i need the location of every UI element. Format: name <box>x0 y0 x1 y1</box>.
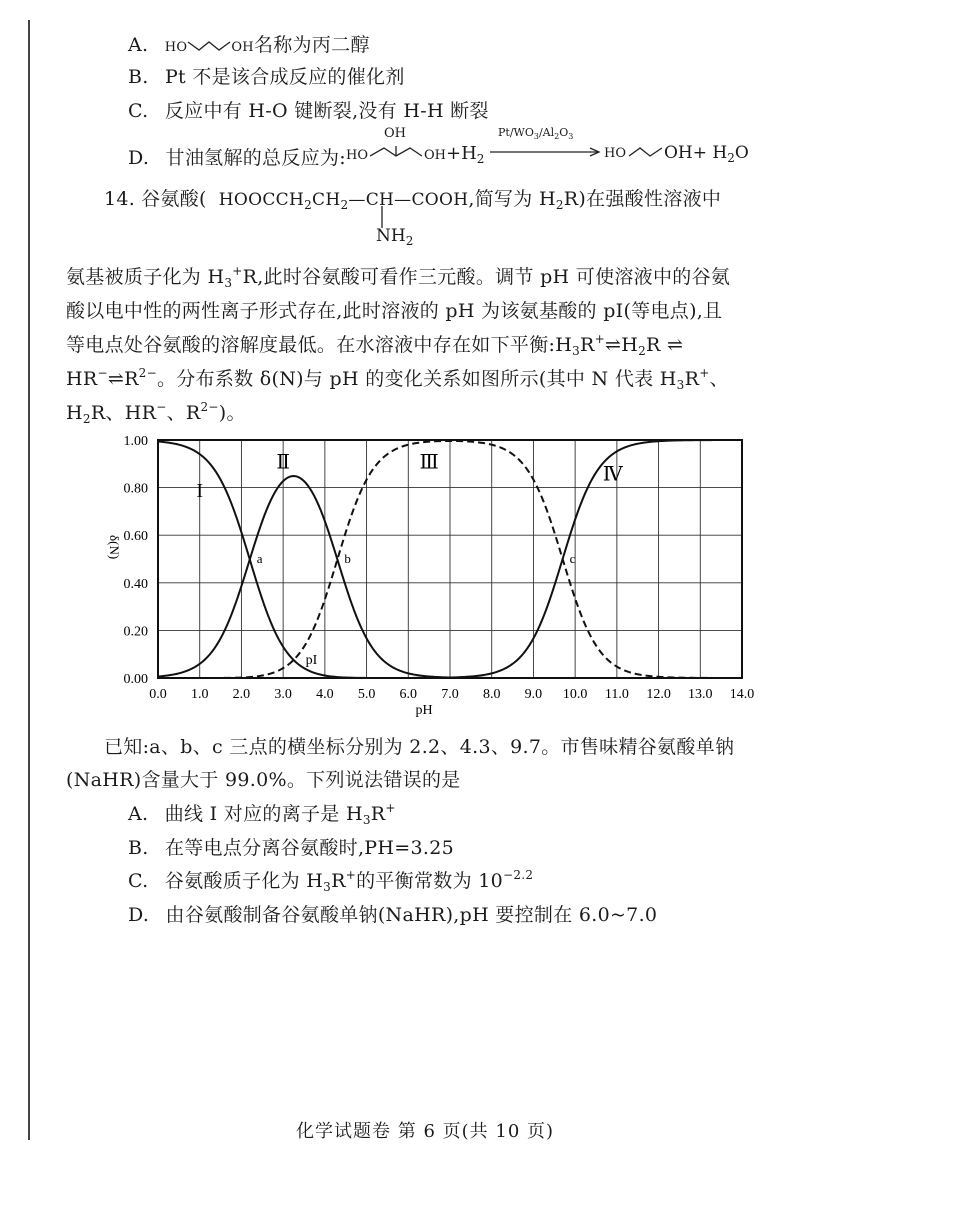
y-tick-label: 0.60 <box>123 529 148 545</box>
question-14-title: 14. 谷氨酸( $HOOCCH_2CH_2—CH—COOH$,简写为 $H_2R$)在强酸性溶液中 <box>104 188 722 212</box>
page-footer: 化学试题卷 第 6 页(共 10 页) <box>296 1121 555 1142</box>
pI-annotation: pI <box>305 653 318 669</box>
curve-label: I <box>196 480 204 503</box>
x-tick-label: 1.0 <box>190 687 209 702</box>
x-tick-label: 13.0 <box>688 687 713 702</box>
q14-paragraph-line-3: 等电点处谷氨酸的溶解度最低。在水溶液中存在如下平衡$:H_3R^+\rightleftharpoons H_2R$ ⇌ <box>66 332 684 358</box>
intersection-label: c <box>569 551 576 566</box>
intersection-label: a <box>256 551 263 566</box>
q14-known-line-1: 已知:a、b、c 三点的横坐标分别为 2.2、4.3、9.7。市售味精谷氨酸单钠 <box>104 736 735 758</box>
q14-known-line-2: (NaHR)含量大于 99.0%。下列说法错误的是 <box>66 769 461 791</box>
x-tick-label: 6.0 <box>399 687 418 702</box>
q14-paragraph-line-1: 氨基被质子化为 $H_3^+R$,此时谷氨酸可看作三元酸。调节 pH 可使溶液中的谷氨 <box>66 264 731 290</box>
y-tick-label: 0.80 <box>123 481 148 497</box>
x-tick-label: 11.0 <box>604 687 629 702</box>
curve-label: Ⅱ <box>276 451 290 474</box>
x-tick-label: 3.0 <box>274 687 292 702</box>
curve-label: Ⅳ <box>602 463 623 486</box>
glycerol-reaction: OH HO OH $+H_2$ $Pt/WO_3/Al_2O_3$ HO $OH+ H_2O$ <box>346 126 749 166</box>
y-tick-label: 0.40 <box>123 576 148 592</box>
x-tick-label: 10.0 <box>562 687 588 702</box>
margin-rule <box>28 20 30 1140</box>
option-14-d: D. 由谷氨酸制备谷氨酸单钠(NaHR),pH 要控制在 6.0~7.0 <box>128 904 658 926</box>
option-13-b: B. Pt 不是该合成反应的催化剂 <box>128 66 405 88</box>
option-13-c: C. 反应中有 H-O 键断裂,没有 H-H 断裂 <box>128 100 489 122</box>
x-tick-label: 9.0 <box>524 687 543 702</box>
q14-paragraph-line-5: $H_2R$、HR−、$R^{2-}$)。 <box>66 400 246 426</box>
x-tick-label: 4.0 <box>316 687 334 702</box>
y-tick-label: 1.00 <box>123 434 148 449</box>
option-14-b: B. 在等电点分离谷氨酸时,PH=3.25 <box>128 837 454 859</box>
x-tick-label: 7.0 <box>441 687 459 702</box>
intersection-label: b <box>344 551 351 566</box>
x-tick-label: 2.0 <box>232 687 251 702</box>
x-tick-label: 14.0 <box>729 687 755 702</box>
amine-group: $NH_2$ <box>376 226 414 248</box>
propanediol-zigzag <box>187 38 231 52</box>
y-tick-label: 0.20 <box>123 624 148 640</box>
y-axis-label: δ(N) <box>107 535 122 560</box>
option-13-a: A. HO OH名称为丙二醇 <box>128 34 370 56</box>
distribution-chart <box>90 430 790 720</box>
curve-label: Ⅲ <box>419 451 439 474</box>
x-tick-label: 12.0 <box>646 687 671 702</box>
q14-paragraph-line-4: $HR^-\rightleftharpoons R^{2-}$。分布系数 δ(N)与 pH 的变化关系如图所示(其中 N 代表 $H_3R^+$、 <box>66 366 729 392</box>
x-tick-label: 0.0 <box>149 687 167 702</box>
y-tick-label: 0.00 <box>123 672 148 687</box>
option-14-a: A. 曲线 I 对应的离子是 $H_3R^+$ <box>128 801 396 827</box>
x-tick-label: 5.0 <box>357 687 376 702</box>
amine-bond <box>380 206 384 228</box>
x-tick-label: 8.0 <box>482 687 501 702</box>
q14-paragraph-line-2: 酸以电中性的两性离子形式存在,此时溶液的 pH 为该氨基酸的 pI(等电点),且 <box>66 300 723 322</box>
option-14-c: C. 谷氨酸质子化为 $H_3R^+$的平衡常数为 $10^{-2.2}$ <box>128 868 534 894</box>
x-axis-label: pH <box>415 703 433 718</box>
option-13-d: D. 甘油氢解的总反应为: <box>128 147 346 169</box>
